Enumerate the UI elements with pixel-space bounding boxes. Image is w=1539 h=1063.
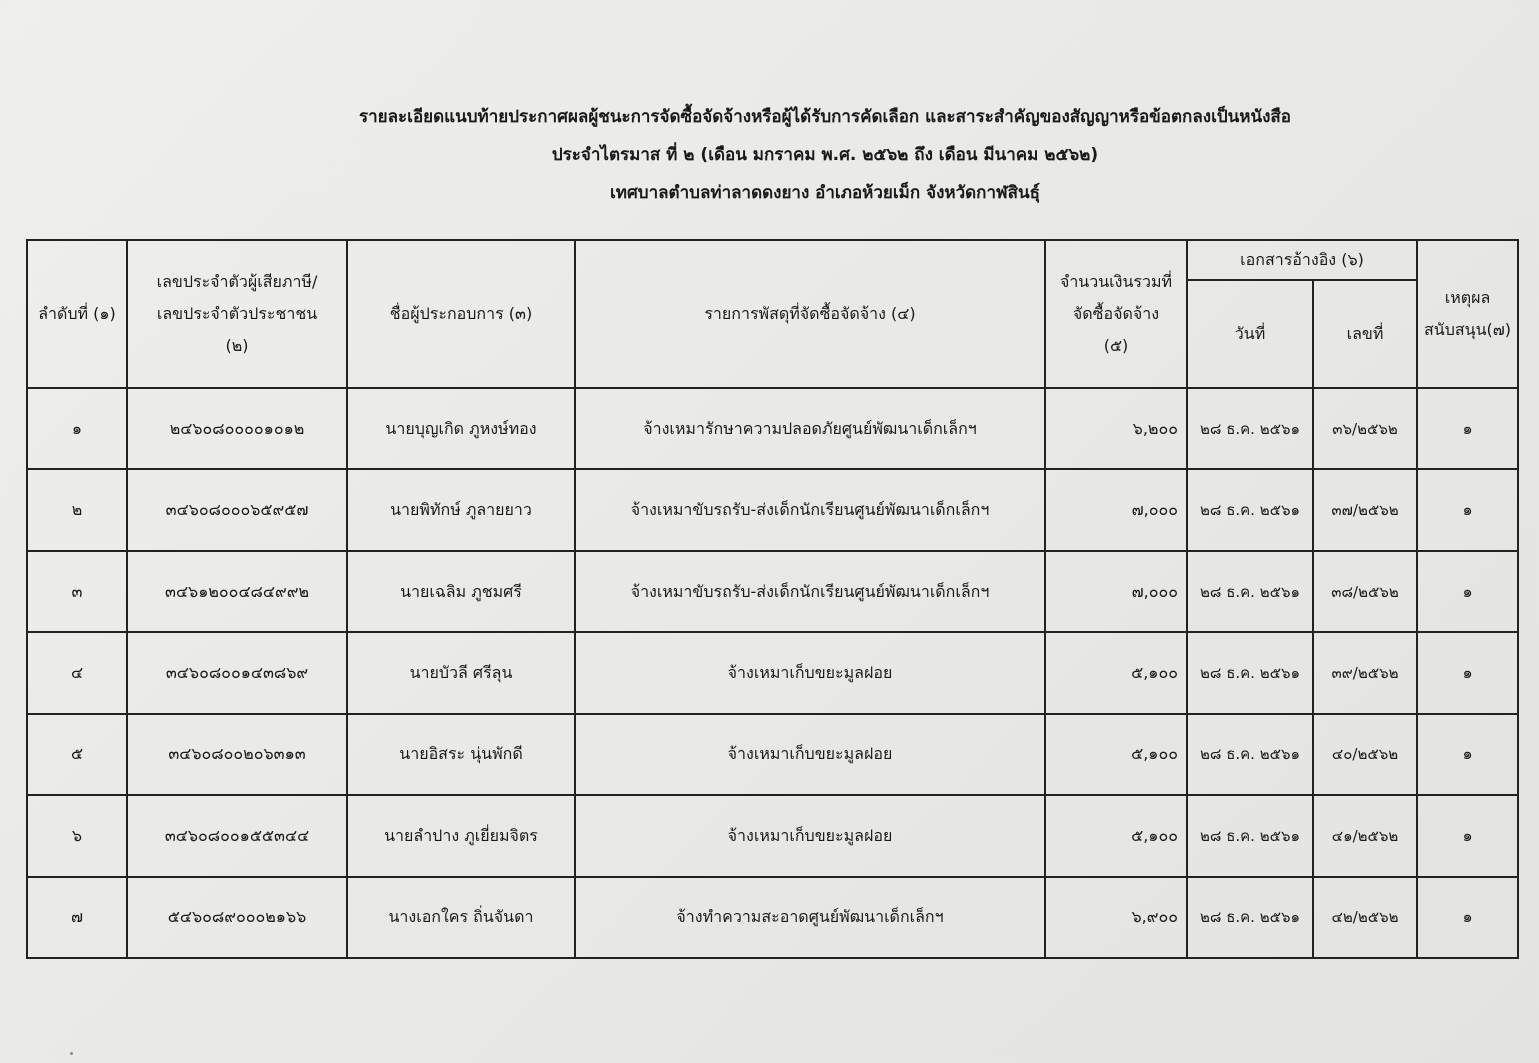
cell-vendor: นายพิทักษ์ ภูลายยาว <box>347 469 575 550</box>
cell-seq: ๑ <box>27 388 127 469</box>
cell-amount: ๗,๐๐๐ <box>1045 551 1187 632</box>
cell-taxid: ๓๔๖๐๘๐๐๑๕๕๓๔๔ <box>127 795 347 876</box>
cell-reason: ๑ <box>1417 551 1518 632</box>
cell-amount: ๖,๒๐๐ <box>1045 388 1187 469</box>
cell-date: ๒๘ ธ.ค. ๒๕๖๑ <box>1187 632 1313 713</box>
cell-amount: ๕,๑๐๐ <box>1045 795 1187 876</box>
header-number: เลขที่ <box>1313 280 1417 388</box>
cell-amount: ๕,๑๐๐ <box>1045 714 1187 795</box>
table-row <box>27 795 1518 876</box>
cell-vendor: นายบุญเกิด ภูหงษ์ทอง <box>347 388 575 469</box>
table-row <box>27 632 1518 713</box>
cell-number: ๓๘/๒๕๖๒ <box>1313 551 1417 632</box>
table-row <box>27 877 1518 958</box>
cell-taxid: ๓๔๖๑๒๐๐๔๘๔๙๙๒ <box>127 551 347 632</box>
cell-date: ๒๘ ธ.ค. ๒๕๖๑ <box>1187 551 1313 632</box>
cell-seq: ๖ <box>27 795 127 876</box>
cell-vendor: นายอิสระ นุ่นพักดี <box>347 714 575 795</box>
cell-item: จ้างทำความสะอาดศูนย์พัฒนาเด็กเล็กฯ <box>575 877 1045 958</box>
header-taxid-line-3: (๒) <box>225 336 249 355</box>
header-line-3: เทศบาลตำบลท่าลาดดงยาง อำเภอห้วยเม็ก จังหวัดกาฬสินธุ์ <box>610 183 1040 203</box>
header-vendor: ชื่อผู้ประกอบการ (๓) <box>347 240 575 388</box>
cell-number: ๓๙/๒๕๖๒ <box>1313 632 1417 713</box>
cell-amount: ๕,๑๐๐ <box>1045 632 1187 713</box>
cell-number: ๔๑/๒๕๖๒ <box>1313 795 1417 876</box>
cell-amount: ๗,๐๐๐ <box>1045 469 1187 550</box>
cell-seq: ๓ <box>27 551 127 632</box>
header-date: วันที่ <box>1187 280 1313 388</box>
cell-number: ๔๐/๒๕๖๒ <box>1313 714 1417 795</box>
cell-reason: ๑ <box>1417 877 1518 958</box>
header-taxid-line-2: เลขประจำตัวประชาชน <box>156 304 318 323</box>
cell-number: ๓๖/๒๕๖๒ <box>1313 388 1417 469</box>
cell-vendor: นางเอกใคร ถิ่นจันดา <box>347 877 575 958</box>
header-item: รายการพัสดุที่จัดซื้อจัดจ้าง (๔) <box>575 240 1045 388</box>
cell-amount: ๖,๙๐๐ <box>1045 877 1187 958</box>
table-row <box>27 469 1518 550</box>
cell-item: จ้างเหมาเก็บขยะมูลฝอย <box>575 795 1045 876</box>
header-taxid <box>127 240 347 388</box>
cell-taxid: ๓๔๖๐๘๐๐๐๖๕๙๕๗ <box>127 469 347 550</box>
table-row <box>27 714 1518 795</box>
cell-taxid: ๕๔๖๐๘๙๐๐๐๒๑๖๖ <box>127 877 347 958</box>
header-amount-line-2: จัดซื้อจัดจ้าง <box>1072 304 1160 323</box>
table-row <box>27 388 1518 469</box>
cell-seq: ๕ <box>27 714 127 795</box>
procurement-table <box>26 239 1519 959</box>
table-row <box>27 551 1518 632</box>
cell-date: ๒๘ ธ.ค. ๒๕๖๑ <box>1187 388 1313 469</box>
cell-reason: ๑ <box>1417 795 1518 876</box>
header-amount <box>1045 240 1187 388</box>
cell-date: ๒๘ ธ.ค. ๒๕๖๑ <box>1187 795 1313 876</box>
header-reason-line-2: สนับสนุน(๗) <box>1424 320 1512 339</box>
cell-vendor: นายเฉลิม ภูชมศรี <box>347 551 575 632</box>
cell-date: ๒๘ ธ.ค. ๒๕๖๑ <box>1187 877 1313 958</box>
cell-date: ๒๘ ธ.ค. ๒๕๖๑ <box>1187 469 1313 550</box>
header-amount-line-1: จำนวนเงินรวมที่ <box>1059 272 1173 291</box>
cell-item: จ้างเหมาขับรถรับ-ส่งเด็กนักเรียนศูนย์พัฒนาเด็กเล็กฯ <box>575 551 1045 632</box>
cell-seq: ๔ <box>27 632 127 713</box>
cell-item: จ้างเหมาขับรถรับ-ส่งเด็กนักเรียนศูนย์พัฒนาเด็กเล็กฯ <box>575 469 1045 550</box>
cell-vendor: นายบัวลี ศรีลุน <box>347 632 575 713</box>
cell-item: จ้างเหมาเก็บขยะมูลฝอย <box>575 632 1045 713</box>
cell-vendor: นายลำปาง ภูเยี่ยมจิตร <box>347 795 575 876</box>
cell-taxid: ๓๔๖๐๘๐๐๑๔๓๘๖๙ <box>127 632 347 713</box>
header-amount-line-3: (๕) <box>1103 336 1129 355</box>
document-header <box>0 98 1539 212</box>
header-seq: ลำดับที่ (๑) <box>27 240 127 388</box>
header-taxid-line-1: เลขประจำตัวผู้เสียภาษี/ <box>156 272 318 291</box>
cell-item: จ้างเหมาเก็บขยะมูลฝอย <box>575 714 1045 795</box>
cell-number: ๔๒/๒๕๖๒ <box>1313 877 1417 958</box>
cell-taxid: ๒๔๖๐๘๐๐๐๐๑๐๑๒ <box>127 388 347 469</box>
cell-reason: ๑ <box>1417 388 1518 469</box>
cell-reason: ๑ <box>1417 469 1518 550</box>
header-line-1: รายละเอียดแนบท้ายประกาศผลผู้ชนะการจัดซื้อจัดจ้างหรือผู้ได้รับการคัดเลือก และสาระสำคัญของสัญญาหรือข้อตกลงเป็นหนังสือ <box>358 107 1292 127</box>
cell-seq: ๒ <box>27 469 127 550</box>
header-reason <box>1417 240 1518 388</box>
cell-number: ๓๗/๒๕๖๒ <box>1313 469 1417 550</box>
header-line-2: ประจำไตรมาส ที่ ๒ (เดือน มกราคม พ.ศ. ๒๕๖๒ ถึง เดือน มีนาคม ๒๕๖๒) <box>551 145 1099 165</box>
cell-taxid: ๓๔๖๐๘๐๐๒๐๖๓๑๓ <box>127 714 347 795</box>
header-refdoc: เอกสารอ้างอิง (๖) <box>1187 240 1417 280</box>
cell-date: ๒๘ ธ.ค. ๒๕๖๑ <box>1187 714 1313 795</box>
header-reason-line-1: เหตุผล <box>1444 288 1491 307</box>
cell-reason: ๑ <box>1417 632 1518 713</box>
cell-item: จ้างเหมารักษาความปลอดภัยศูนย์พัฒนาเด็กเล็กฯ <box>575 388 1045 469</box>
paper-speck <box>70 1052 73 1055</box>
cell-reason: ๑ <box>1417 714 1518 795</box>
cell-seq: ๗ <box>27 877 127 958</box>
